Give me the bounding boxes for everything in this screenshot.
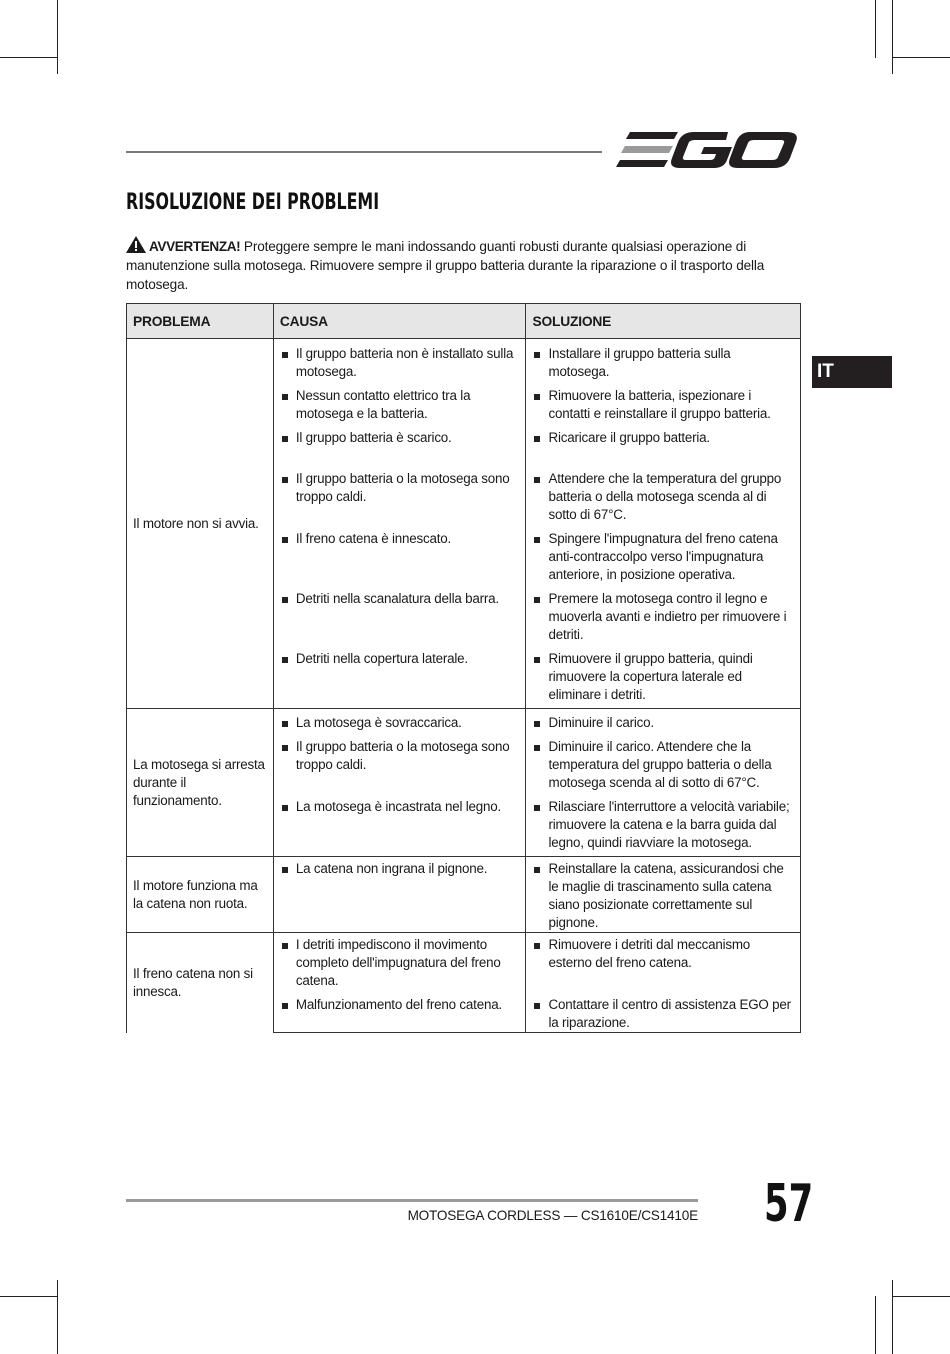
header-rule <box>126 151 602 153</box>
warning-label: AVVERTENZA! <box>149 239 241 254</box>
solution-item: Diminuire il carico. Attendere che la temperatura del gruppo batteria o della motosega scenda al di sotto di 67°C. <box>526 738 800 792</box>
solution-item: Rilasciare l'interruttore a velocità variabile; rimuovere la catena e la barra guida dal legno, quindi riavviare la motosega. <box>526 798 800 852</box>
solution-item: Contattare il centro di assistenza EGO per la riparazione. <box>526 996 800 1032</box>
solution-cell <box>526 530 801 590</box>
solution-cell <box>526 732 801 798</box>
cause-cell <box>273 857 526 933</box>
solution-cell <box>526 857 801 933</box>
crop-mark <box>892 0 893 74</box>
cause-cell <box>273 709 526 733</box>
cause-cell <box>273 996 526 1033</box>
solution-item: Rimuovere il gruppo batteria, quindi rimuovere la copertura laterale ed eliminare i detriti. <box>526 650 800 704</box>
cause-item: Il gruppo batteria non è installato sulla motosega. <box>274 345 526 381</box>
solution-cell <box>526 709 801 733</box>
solution-item: Reinstallare la catena, assicurandosi che le maglie di trascinamento sulla catena siano posizionate correttamente sul pignone. <box>526 860 800 932</box>
cause-item: I detriti impediscono il movimento completo dell'impugnatura del freno catena. <box>274 936 526 990</box>
cause-cell <box>273 732 526 798</box>
troubleshooting-table <box>126 303 801 1033</box>
solution-cell <box>526 933 801 997</box>
cause-item: Nessun contatto elettrico tra la motosega e la batteria. <box>274 387 526 423</box>
problem-cell: La motosega si arresta durante il funzionamento. <box>127 709 274 857</box>
cause-item: Il freno catena è innescato. <box>274 530 526 548</box>
footer-rule <box>126 1199 698 1202</box>
cause-item: Il gruppo batteria o la motosega sono troppo caldi. <box>274 470 526 506</box>
problem-cell: Il motore funziona ma la catena non ruota. <box>127 857 274 933</box>
cause-item: La motosega è sovraccarica. <box>274 714 526 732</box>
crop-mark <box>0 1296 57 1297</box>
cause-item: Detriti nella scanalatura della barra. <box>274 590 526 608</box>
crop-mark <box>57 0 58 74</box>
problem-cell: Il freno catena non si innesca. <box>127 933 274 1033</box>
solution-cell <box>526 650 801 709</box>
solution-cell <box>526 470 801 530</box>
page-title: RISOLUZIONE DEI PROBLEMI <box>126 190 380 215</box>
crop-mark <box>875 0 876 58</box>
cause-cell <box>273 530 526 590</box>
solution-cell <box>526 996 801 1033</box>
cause-item: Il gruppo batteria o la motosega sono troppo caldi. <box>274 738 526 774</box>
warning-icon <box>126 236 146 253</box>
crop-mark <box>875 1296 876 1354</box>
header-solution: SOLUZIONE <box>526 304 801 339</box>
cause-item: La motosega è incastrata nel legno. <box>274 798 526 816</box>
cause-item: Malfunzionamento del freno catena. <box>274 996 526 1014</box>
header-cause: CAUSA <box>273 304 526 339</box>
solution-item: Attendere che la temperatura del gruppo batteria o della motosega scenda al di sotto di 67°C. <box>526 470 800 524</box>
solution-cell <box>526 387 801 429</box>
ego-logo <box>616 128 800 172</box>
crop-mark <box>0 57 57 58</box>
cause-cell <box>273 798 526 857</box>
solution-item: Diminuire il carico. <box>526 714 800 732</box>
cause-cell <box>273 650 526 709</box>
solution-cell <box>526 590 801 650</box>
solution-item: Premere la motosega contro il legno e muoverla avanti e indietro per rimuovere i detriti. <box>526 590 800 644</box>
solution-cell <box>526 429 801 470</box>
crop-mark <box>57 1280 58 1354</box>
cause-item: Detriti nella copertura laterale. <box>274 650 526 668</box>
crop-mark <box>892 1296 950 1297</box>
table-row <box>127 709 801 733</box>
crop-mark <box>892 57 950 58</box>
solution-item: Rimuovere i detriti dal meccanismo esterno del freno catena. <box>526 936 800 972</box>
language-tab: IT <box>812 356 892 388</box>
solution-item: Spingere l'impugnatura del freno catena anti-contraccolpo verso l'impugnatura anteriore, in posizione operativa. <box>526 530 800 584</box>
cause-cell <box>273 590 526 650</box>
crop-mark <box>892 1280 893 1354</box>
warning-note <box>126 236 806 294</box>
cause-item: Il gruppo batteria è scarico. <box>274 429 526 447</box>
page-number: 57 <box>764 1174 814 1234</box>
solution-cell <box>526 798 801 857</box>
cause-cell <box>273 339 526 388</box>
cause-cell <box>273 429 526 470</box>
table-header-row <box>127 304 801 339</box>
table-row <box>127 857 801 933</box>
solution-item: Installare il gruppo batteria sulla motosega. <box>526 345 800 381</box>
cause-item: La catena non ingrana il pignone. <box>274 860 526 878</box>
cause-cell <box>273 470 526 530</box>
footer-product: MOTOSEGA CORDLESS — CS1610E/CS1410E <box>407 1208 698 1223</box>
warning-text: Proteggere sempre le mani indossando guanti robusti durante qualsiasi operazione di manutenzione sulla motosega. Rimuovere sempre il gruppo batteria durante la riparazione o il trasporto della motosega. <box>126 239 765 292</box>
solution-item: Ricaricare il gruppo batteria. <box>526 429 800 447</box>
solution-cell <box>526 339 801 388</box>
cause-cell <box>273 933 526 997</box>
problem-cell: Il motore non si avvia. <box>127 339 274 709</box>
solution-item: Rimuovere la batteria, ispezionare i contatti e reinstallare il gruppo batteria. <box>526 387 800 423</box>
cause-cell <box>273 387 526 429</box>
header-problem: PROBLEMA <box>127 304 274 339</box>
table-row <box>127 933 801 997</box>
table-row <box>127 339 801 388</box>
